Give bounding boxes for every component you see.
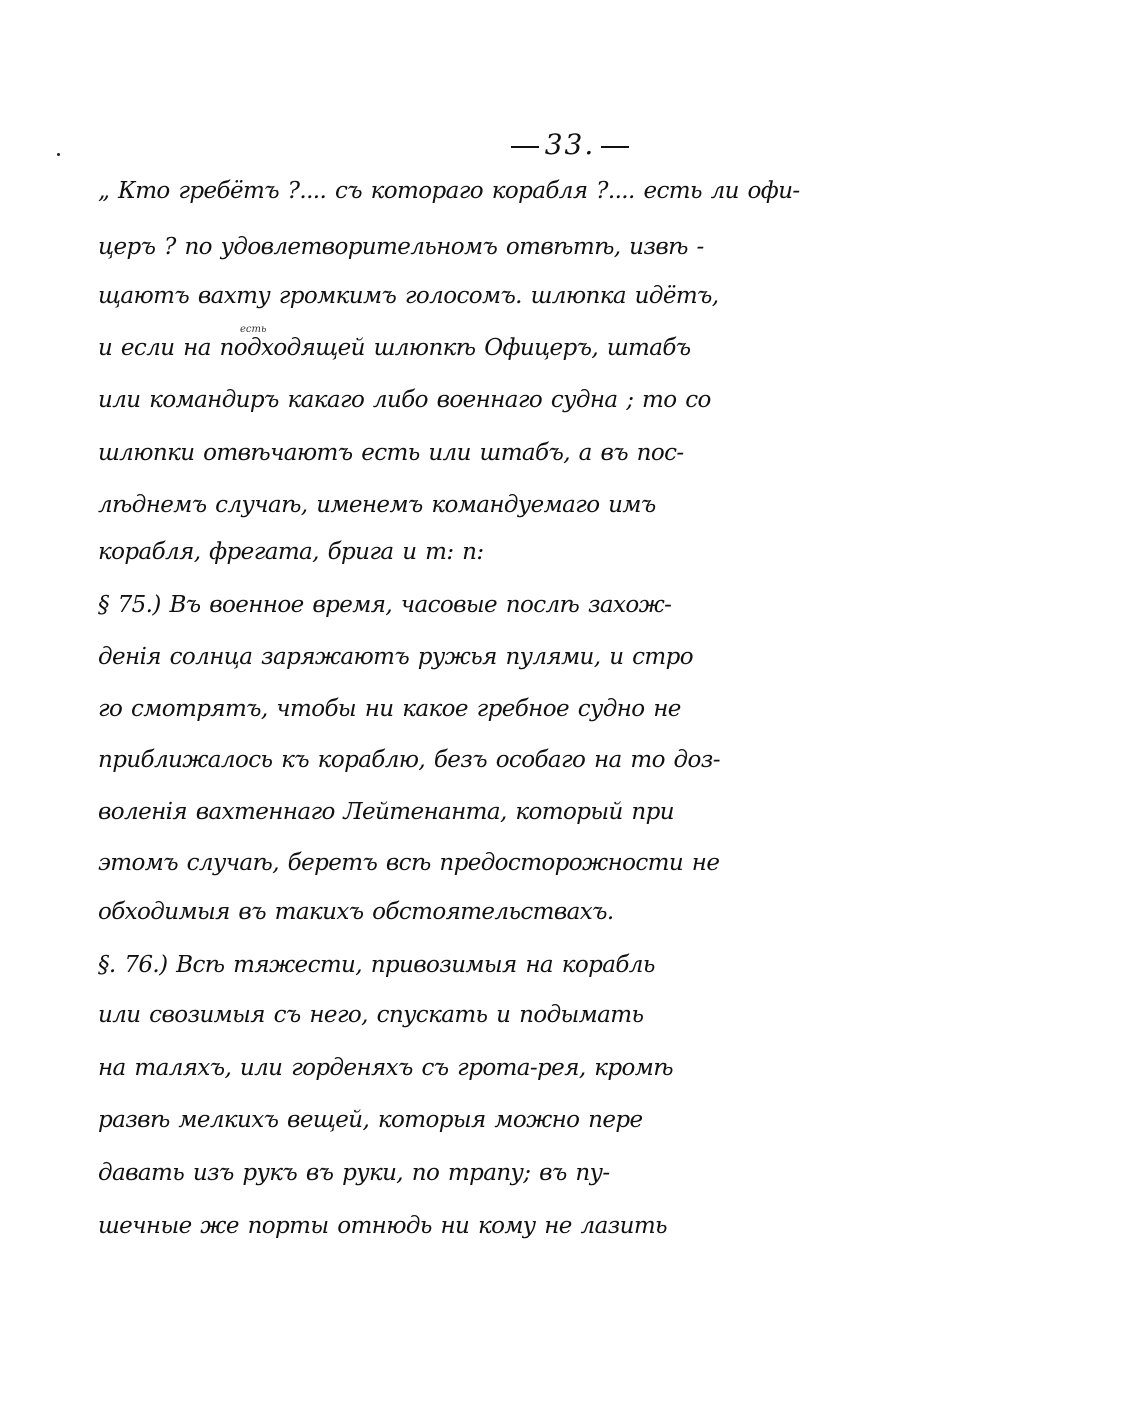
text-line: го смотрятъ, чтобы ни какое гребное судно не	[98, 696, 681, 722]
text-line: на таляхъ, или горденяхъ съ грота-рея, кромѣ	[98, 1055, 673, 1081]
text-line: денія солнца заряжаютъ ружья пулями, и стро	[98, 644, 693, 670]
text-line: „ Кто гребётъ ?.... съ котораго корабля ?.... есть ли офи-	[98, 178, 800, 204]
text-line: обходимыя въ такихъ обстоятельствахъ.	[98, 899, 614, 925]
page-number	[0, 128, 1140, 161]
interlinear-insertion: есть	[240, 324, 267, 335]
text-line: этомъ случаѣ, беретъ всѣ предосторожности не	[98, 850, 720, 876]
page-number-dash-right	[601, 146, 629, 148]
text-line: или свозимыя съ него, спускать и подымать	[98, 1002, 644, 1028]
text-line: воленія вахтеннаго Лейтенанта, который при	[98, 799, 674, 825]
text-line: лѣднемъ случаѣ, именемъ командуемаго имъ	[98, 492, 656, 518]
text-line: щаютъ вахту громкимъ голосомъ. шлюпка идётъ,	[98, 283, 719, 309]
text-line: церъ ? по удовлетворительномъ отвѣтѣ, извѣ -	[98, 234, 704, 260]
text-line: давать изъ рукъ въ руки, по трапу; въ пу-	[98, 1160, 610, 1186]
text-line: §. 76.) Всѣ тяжести, привозимыя на корабль	[98, 952, 655, 978]
text-line: шечные же порты отнюдь ни кому не лазить	[98, 1213, 667, 1239]
text-line: корабля, фрегата, брига и т: п:	[98, 539, 484, 565]
text-line: § 75.) Въ военное время, часовые послѣ захож-	[98, 592, 672, 618]
text-line: или командиръ какаго либо военнаго судна ; то со	[98, 387, 711, 413]
text-line: развѣ мелкихъ вещей, которыя можно пере	[98, 1107, 643, 1133]
text-line: приближалось къ кораблю, безъ особаго на то доз-	[98, 747, 720, 773]
page-number-dash-left	[511, 146, 539, 148]
text-line: и если на подходящей шлюпкѣ Офицеръ, штабъ	[98, 335, 691, 361]
text-line: шлюпки отвѣчаютъ есть или штабъ, а въ пос-	[98, 440, 684, 466]
page-number-text: 33.	[544, 128, 596, 161]
